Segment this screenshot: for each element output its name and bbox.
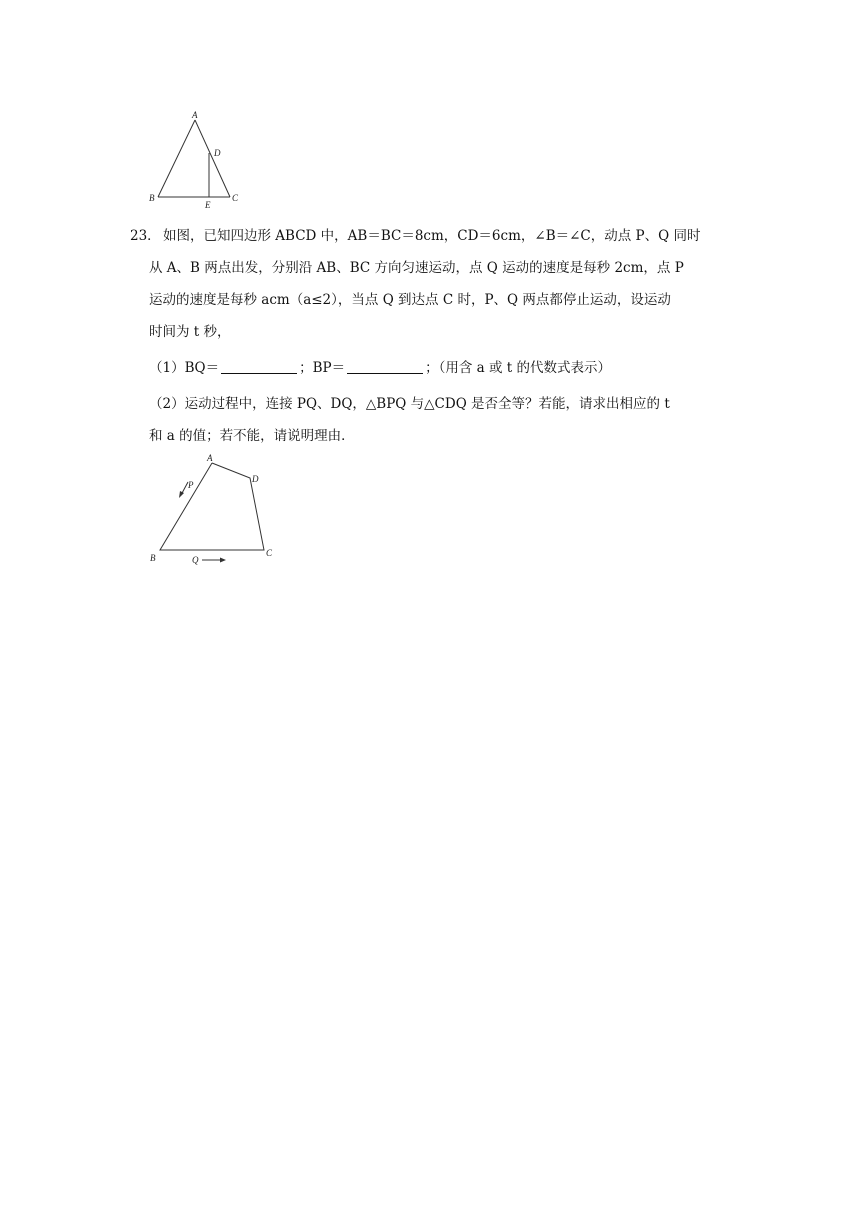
question-1-note: ；（用含 a 或 t 的代数式表示） [425,360,611,376]
side-ab [158,120,195,197]
label-c: C [266,548,273,558]
triangle-figure-svg [140,105,250,215]
label-c: C [232,193,239,203]
triangle-figure [140,105,250,215]
question-2-line-2: 和 a 的值；若不能，请说明理由． [149,428,355,444]
question-2-line-1: （2）运动过程中，连接 PQ、DQ，△BPQ 与△CDQ 是否全等？若能，请求出相应的 t [149,396,670,412]
arrow-q-head [220,558,226,563]
answer-blank-bp[interactable] [347,359,423,374]
label-q: Q [192,555,199,565]
problem-line-3: 运动的速度是每秒 acm（a≤2），当点 Q 到达点 C 时，P、Q 两点都停止运动，设运动 [149,292,671,308]
side-ac [195,120,230,197]
quadrilateral-abcd [160,463,264,550]
problem-line-4: 时间为 t 秒， [149,324,231,340]
arrow-p-head [179,491,184,498]
problem-line-2: 从 A、B 两点出发，分别沿 AB、BC 方向匀速运动，点 Q 运动的速度是每秒 2cm，点 P [149,260,684,276]
question-1-bq: （1）BQ＝ [149,360,220,376]
problem-line-1: 如图，已知四边形 ABCD 中，AB＝BC＝8cm，CD＝6cm，∠B＝∠C，动点 P、Q 同时 [163,228,701,244]
label-a: A [192,110,198,120]
label-e: E [205,200,211,210]
label-p: P [188,480,194,490]
quadrilateral-figure [140,450,290,570]
label-b: B [149,193,155,203]
question-1-bp: ；BP＝ [299,360,346,376]
answer-blank-bq[interactable] [221,359,297,374]
problem-number: 23． [130,228,161,244]
label-a: A [207,453,213,463]
label-b: B [150,553,156,563]
question-1 [149,358,611,378]
label-d: D [214,148,221,158]
label-d: D [252,474,259,484]
quadrilateral-figure-svg [140,450,290,570]
